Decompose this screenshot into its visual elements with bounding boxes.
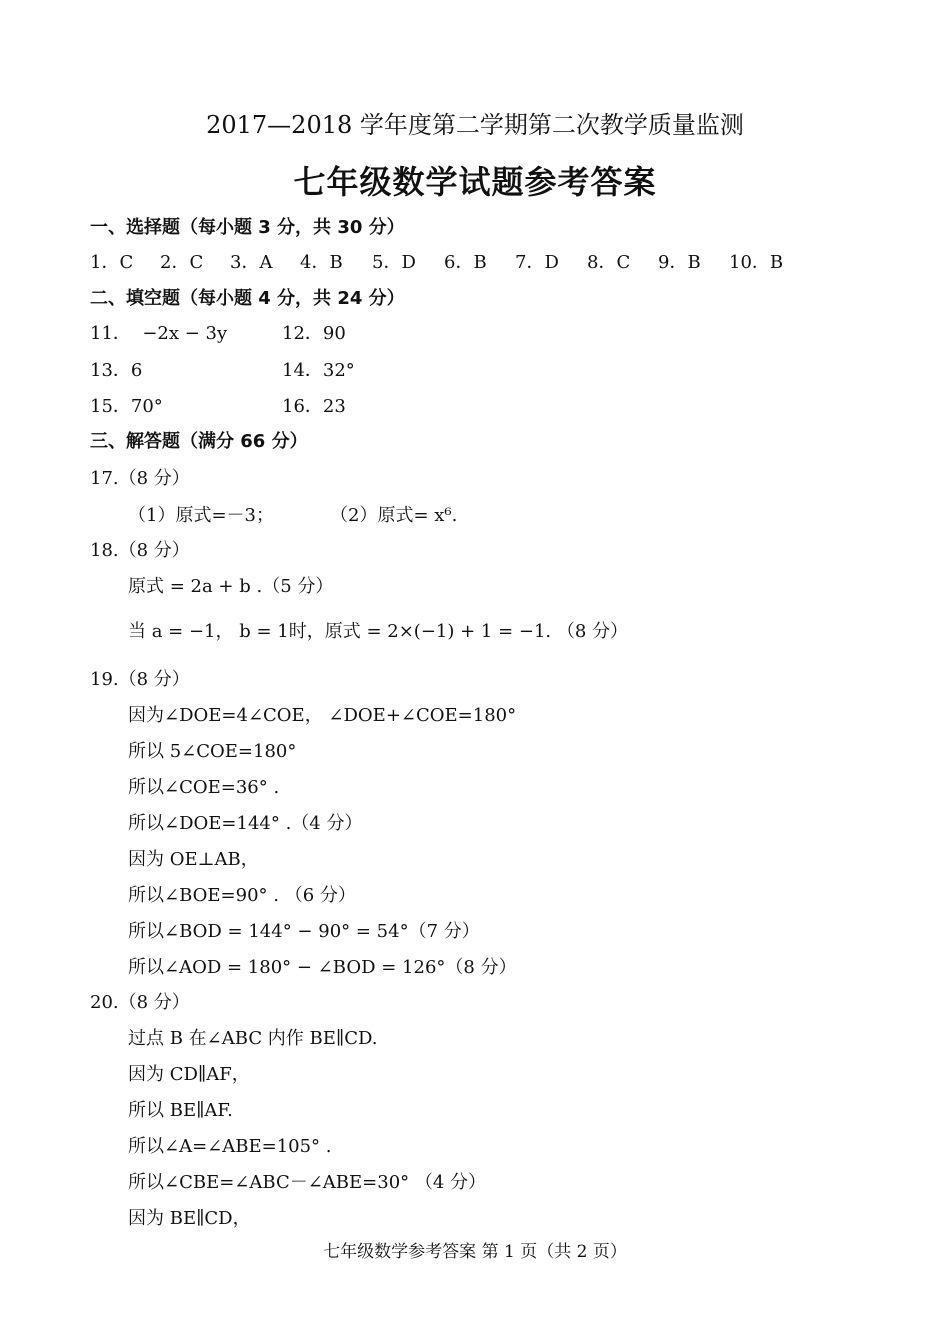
- q19-line: 因为∠DOE=4∠COE， ∠DOE+∠COE=180°: [128, 705, 517, 726]
- q19-line: 因为 OE⊥AB，: [128, 849, 259, 870]
- choice-answer: 6．B: [444, 252, 487, 273]
- q20-line: 因为 BE∥CD，: [128, 1208, 251, 1229]
- q19-line: 所以∠DOE=144° .（4 分）: [128, 813, 363, 834]
- choice-answer: 5．D: [372, 252, 416, 273]
- question-17-label: 17.（8 分）: [90, 468, 190, 489]
- fill-answer: 15．70°: [90, 396, 163, 417]
- choice-answer: 10．B: [729, 252, 784, 273]
- q19-line: 所以∠BOE=90° . （6 分）: [128, 885, 356, 906]
- question-18-label: 18.（8 分）: [90, 540, 190, 561]
- q19-line: 所以 5∠COE=180°: [128, 741, 297, 762]
- exam-title: 2017—2018 学年度第二学期第二次教学质量监测: [206, 111, 744, 139]
- q19-line: 所以∠BOD = 144° − 90° = 54°（7 分）: [128, 921, 480, 942]
- choice-answer: 8．C: [587, 252, 631, 273]
- fill-answer: 12．90: [282, 323, 346, 344]
- choice-answer: 7．D: [515, 252, 559, 273]
- fill-answer: 13．6: [90, 360, 143, 381]
- page-footer: 七年级数学参考答案 第 1 页（共 2 页）: [323, 1242, 627, 1262]
- section-heading-fill: 二、填空题（每小题 4 分，共 24 分）: [90, 288, 405, 309]
- q18-line: 原式 = 2a + b .（5 分）: [128, 576, 334, 597]
- section-heading-solution: 三、解答题（满分 66 分）: [90, 431, 308, 452]
- q20-line: 所以 BE∥AF.: [128, 1100, 233, 1121]
- q19-line: 所以∠COE=36° .: [128, 777, 280, 798]
- fill-answer: 11． −2x − 3y: [90, 323, 228, 344]
- q19-line: 所以∠AOD = 180° − ∠BOD = 126°（8 分）: [128, 957, 517, 978]
- fill-answer: 14．32°: [282, 360, 355, 381]
- fill-answer: 16．23: [282, 396, 346, 417]
- page-title: 七年级数学试题参考答案: [293, 163, 657, 201]
- section-heading-choice: 一、选择题（每小题 3 分，共 30 分）: [90, 217, 405, 238]
- q20-line: 所以∠A=∠ABE=105° .: [128, 1136, 332, 1157]
- q20-line: 因为 CD∥AF，: [128, 1064, 250, 1085]
- q18-line: 当 a = −1， b = 1时，原式 = 2×(−1) + 1 = −1. （8 分）: [128, 621, 629, 642]
- choice-answer: 2．C: [160, 252, 204, 273]
- q20-line: 所以∠CBE=∠ABC－∠ABE=30° （4 分）: [128, 1172, 487, 1193]
- q20-line: 过点 B 在∠ABC 内作 BE∥CD.: [128, 1028, 378, 1049]
- question-20-label: 20.（8 分）: [90, 992, 190, 1013]
- choice-answer: 1．C: [90, 252, 134, 273]
- q17-answer-2: （2）原式= x⁶.: [330, 505, 458, 526]
- question-19-label: 19.（8 分）: [90, 669, 190, 690]
- choice-answer: 9．B: [658, 252, 701, 273]
- choice-answer: 3．A: [230, 252, 273, 273]
- choice-answer: 4．B: [300, 252, 343, 273]
- q17-answer-1: （1）原式=－3；: [128, 505, 274, 526]
